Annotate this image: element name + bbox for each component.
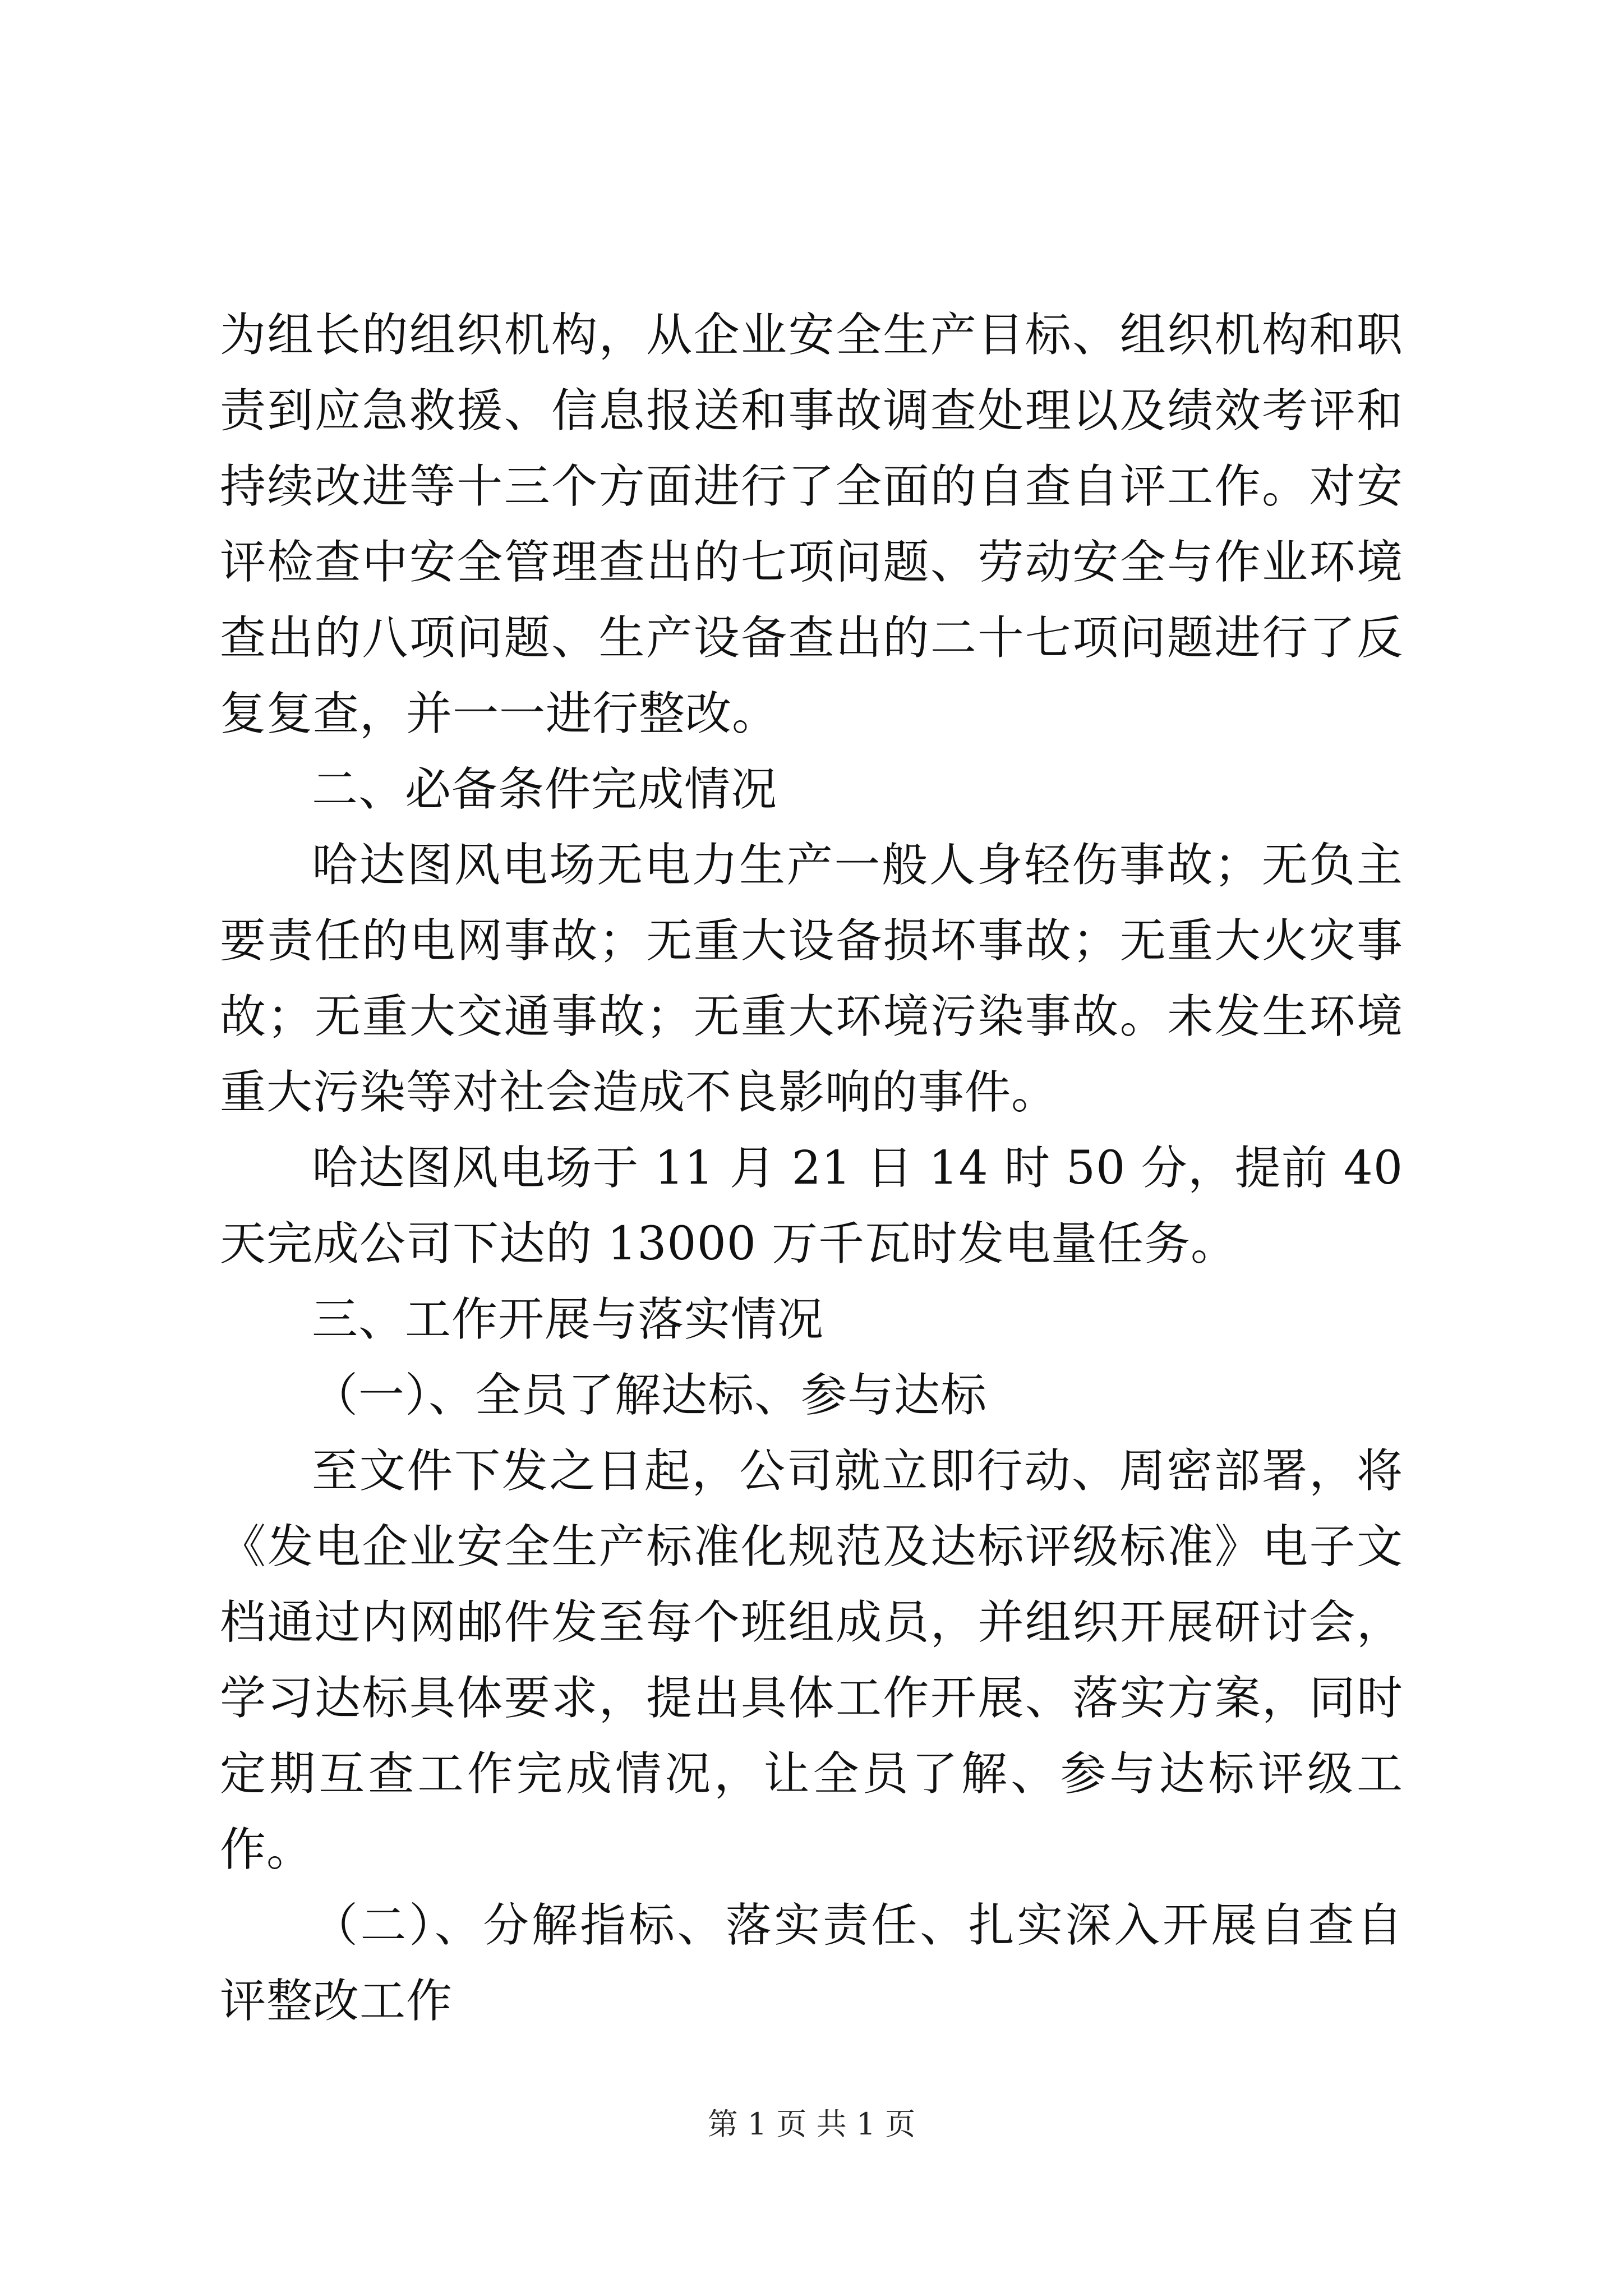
paragraph-all-staff: 至文件下发之日起，公司就立即行动、周密部署，将《发电企业安全生产标准化规范及达标评级标准》电子文档通过内网邮件发至每个班组成员，并组织开展研讨会，学习达标具体要求，提出具体工作开展、落实方案，同时定期互查工作完成情况，让全员了解、参与达标评级工作。 bbox=[220, 1444, 1403, 1876]
paragraph-generation-task: 哈达图风电场于 11 月 21 日 14 时 50 分，提前 40 天完成公司下达的 13000 万千瓦时发电量任务。 bbox=[220, 1142, 1403, 1271]
paragraph-continuation: 为组长的组织机构，从企业安全生产目标、组织机构和职责到应急救援、信息报送和事故调查处理以及绩效考评和持续改进等十三个方面进行了全面的自查自评工作。对安评检查中安全管理查出的七项问题、劳动安全与作业环境查出的八项问题、生产设备查出的二十七项问题进行了反复复查，并一一进行整改。 bbox=[220, 309, 1403, 740]
section-heading-3: 三、工作开展与落实情况 bbox=[312, 1293, 824, 1346]
subsection-heading-2: （二）、分解指标、落实责任、扎实深入开展自查自评整改工作 bbox=[220, 1899, 1403, 2028]
page-footer: 第 1 页 共 1 页 bbox=[707, 2106, 916, 2142]
paragraph-required-conditions: 哈达图风电场无电力生产一般人身轻伤事故；无负主要责任的电网事故；无重大设备损坏事故；无重大火灾事故；无重大交通事故；无重大环境污染事故。未发生环境重大污染等对社会造成不良影响的事件。 bbox=[220, 839, 1403, 1119]
document-body bbox=[220, 297, 1403, 2039]
subsection-heading-1: （一）、全员了解达标、参与达标 bbox=[312, 1369, 988, 1422]
section-heading-2: 二、必备条件完成情况 bbox=[312, 763, 778, 816]
